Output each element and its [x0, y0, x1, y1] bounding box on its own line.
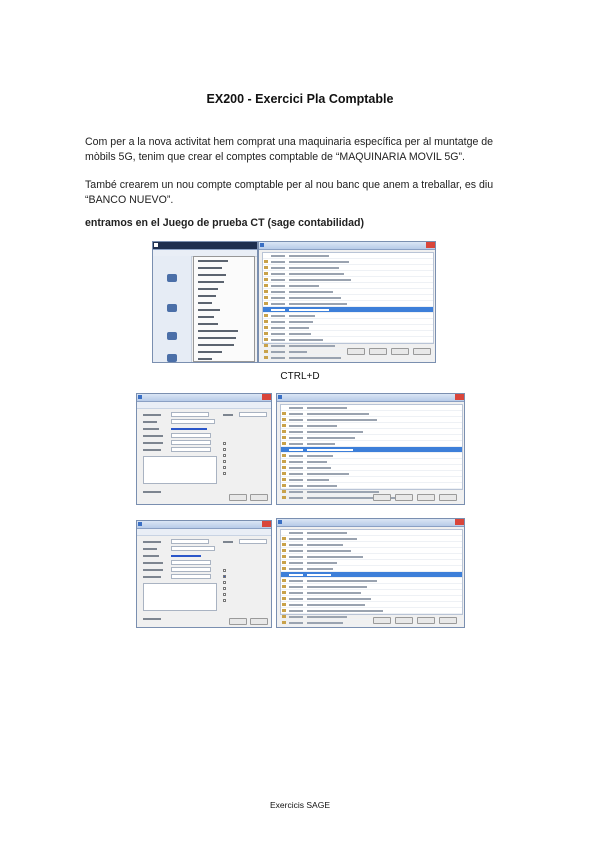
sage-sidebar — [153, 256, 192, 363]
toolbar-button[interactable] — [439, 617, 457, 624]
module-icon — [167, 332, 177, 340]
cancel-button[interactable] — [250, 618, 268, 625]
screenshot-new-account-form-1 — [136, 393, 272, 505]
toolbar-button[interactable] — [395, 494, 413, 501]
dropdown-menu[interactable] — [193, 256, 255, 362]
toolbar-button[interactable] — [413, 348, 431, 355]
toolbar-button[interactable] — [439, 494, 457, 501]
toolbar-button[interactable] — [369, 348, 387, 355]
account-list[interactable] — [280, 529, 463, 615]
notes-field[interactable] — [143, 583, 217, 611]
document-title: EX200 - Exercici Pla Comptable — [206, 92, 394, 106]
accept-button[interactable] — [229, 494, 247, 501]
toolbar-button[interactable] — [391, 348, 409, 355]
module-icon — [167, 274, 177, 282]
toolbar-button[interactable] — [395, 617, 413, 624]
toolbar-button[interactable] — [347, 348, 365, 355]
account-list[interactable] — [280, 404, 463, 490]
toolbar-button[interactable] — [373, 617, 391, 624]
paragraph-intro: Com per a la nova activitat hem comprat una maquinaria específica per al muntatge de mòbils 5G, tenim que crear el comptes comptable de “MAQUINARIA MOVIL 5G”. — [85, 136, 494, 163]
screenshot-account-list-3 — [276, 518, 465, 628]
screenshot-account-list-2 — [276, 393, 465, 505]
toolbar-button[interactable] — [417, 617, 435, 624]
toolbar-button[interactable] — [373, 494, 391, 501]
screenshot-account-list-1 — [258, 241, 436, 363]
cancel-button[interactable] — [250, 494, 268, 501]
shortcut-caption: CTRL+D — [280, 371, 320, 382]
module-icon — [167, 354, 177, 362]
paragraph-bank: També crearem un nou compte comptable per al nou banc que anem a treballar, es diu “BANCO NUEVO”. — [85, 179, 494, 206]
page-footer: Exercicis SAGE — [270, 800, 330, 810]
accept-button[interactable] — [229, 618, 247, 625]
account-list[interactable] — [262, 252, 434, 344]
screenshot-sage-menu — [152, 241, 258, 363]
notes-field[interactable] — [143, 456, 217, 484]
screenshot-new-account-form-2 — [136, 520, 272, 628]
toolbar-button[interactable] — [417, 494, 435, 501]
paragraph-instruction: entramos en el Juego de prueba CT (sage contabilidad) — [85, 217, 365, 229]
module-icon — [167, 304, 177, 312]
